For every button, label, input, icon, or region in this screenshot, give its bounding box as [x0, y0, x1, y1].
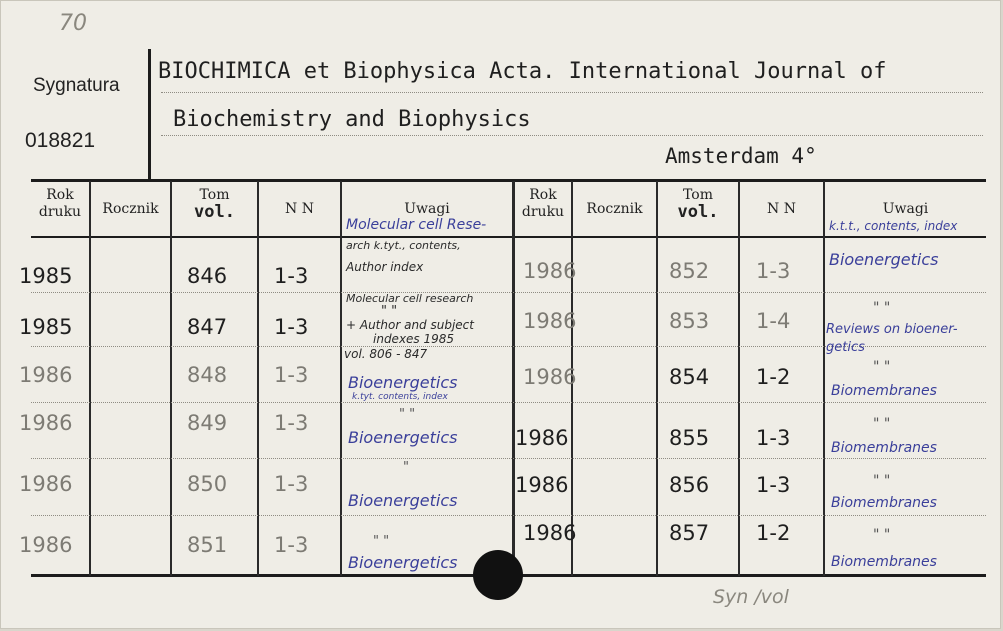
col-divider: [89, 181, 91, 576]
note-left: ": [403, 460, 409, 475]
rok-cell: 1985: [19, 315, 73, 339]
nn-cell: 1-4: [756, 309, 791, 333]
note-left: " ": [373, 534, 390, 549]
header-tom-label: Tom: [683, 187, 713, 203]
note-right: " ": [873, 527, 891, 543]
place-of-publication: Amsterdam 4°: [665, 144, 817, 168]
note-left: indexes 1985: [373, 332, 455, 346]
title-dotline-2: [161, 135, 983, 136]
note-left: Molecular cell research: [346, 292, 474, 305]
row-dotline: [31, 458, 986, 459]
header-rok: Rok druku: [38, 187, 82, 220]
note-right: " ": [873, 416, 891, 432]
col-divider: [170, 181, 172, 576]
row-dotline: [31, 292, 986, 293]
tom-cell: 850: [187, 472, 228, 496]
note-left: Bioenergetics: [348, 428, 458, 447]
note-left: k.tyt. contents, index: [352, 392, 448, 402]
nn-cell: 1-2: [756, 521, 791, 545]
nn-cell: 1-3: [756, 259, 791, 283]
nn-cell: 1-3: [274, 411, 309, 435]
note-right: Biomembranes: [831, 495, 937, 511]
note-right: Biomembranes: [831, 383, 937, 399]
tom-cell: 852: [669, 259, 710, 283]
col-divider: [738, 181, 740, 576]
nn-cell: 1-3: [274, 264, 309, 288]
header-rocznik-right: Rocznik: [586, 201, 643, 217]
note-right: " ": [873, 300, 891, 316]
header-vol-stamp: vol.: [677, 202, 719, 222]
note-right: " ": [873, 473, 891, 489]
tom-cell: 853: [669, 309, 710, 333]
note-left: Bioenergetics: [348, 553, 458, 572]
tom-cell: 847: [187, 315, 228, 339]
header-divider: [148, 49, 151, 181]
table-top-rule: [31, 179, 986, 182]
tom-cell: 851: [187, 533, 228, 557]
rok-cell: 1986: [19, 533, 73, 557]
tom-cell: 846: [187, 264, 228, 288]
note-left: + Author and subject: [346, 318, 474, 332]
row-dotline: [31, 515, 986, 516]
note-right: " ": [873, 359, 891, 375]
title-line-1: BIOCHIMICA et Biophysica Acta. International Journal of: [158, 59, 887, 84]
rok-cell: 1986: [523, 365, 577, 389]
title-dotline-1: [161, 92, 983, 93]
title-line-2: Biochemistry and Biophysics: [173, 107, 531, 132]
tom-cell: 849: [187, 411, 228, 435]
nn-cell: 1-3: [274, 315, 309, 339]
note-left: Bioenergetics: [348, 491, 458, 510]
tom-cell: 857: [669, 521, 710, 545]
header-rocznik: Rocznik: [102, 201, 159, 217]
tom-cell: 855: [669, 426, 710, 450]
header-vol-stamp: vol.: [194, 202, 235, 222]
col-divider: [257, 181, 259, 576]
note-right: getics: [826, 340, 865, 355]
nn-cell: 1-2: [756, 365, 791, 389]
rok-cell: 1986: [515, 473, 569, 497]
note-right: Biomembranes: [831, 440, 937, 456]
nn-cell: 1-3: [274, 472, 309, 496]
header-tom-label: Tom: [199, 187, 230, 203]
header-tom: [172, 187, 257, 221]
note-header-right: k.t.t., contents, index: [829, 219, 958, 233]
nn-cell: 1-3: [756, 473, 791, 497]
note-left: " ": [381, 304, 398, 319]
nn-cell: 1-3: [274, 533, 309, 557]
table-header-rule: [31, 236, 986, 238]
note-left: Author index: [346, 260, 424, 274]
note-left: vol. 806 - 847: [344, 347, 428, 361]
header-nn-right: N N: [767, 201, 796, 217]
nn-cell: 1-3: [756, 426, 791, 450]
rok-cell: 1986: [19, 363, 73, 387]
header-uwagi-right: Uwagi: [882, 201, 929, 217]
col-divider: [823, 181, 825, 576]
header-nn: N N: [285, 201, 314, 217]
rok-cell: 1986: [523, 309, 577, 333]
nn-cell: 1-3: [274, 363, 309, 387]
tom-cell: 856: [669, 473, 710, 497]
rok-cell: 1986: [515, 426, 569, 450]
col-divider-center: [512, 181, 515, 576]
note-header-left: Molecular cell Rese-: [346, 217, 487, 233]
header-rok-right: Rok druku: [521, 187, 565, 220]
signature-label: Sygnatura: [33, 75, 120, 96]
signature-value: 018821: [25, 129, 96, 152]
rok-cell: 1986: [523, 521, 577, 545]
header-tom-right: [658, 187, 738, 221]
row-dotline: [31, 402, 986, 403]
col-divider: [656, 181, 658, 576]
note-left: " ": [399, 407, 416, 422]
footer-pencil-note: Syn /vol: [713, 586, 789, 608]
rok-cell: 1985: [19, 264, 73, 288]
punch-hole: [473, 550, 523, 600]
note-right: Biomembranes: [831, 554, 937, 570]
tom-cell: 848: [187, 363, 228, 387]
rok-cell: 1986: [19, 472, 73, 496]
rok-cell: 1986: [523, 259, 577, 283]
corner-number: 70: [59, 11, 87, 36]
header-uwagi: Uwagi: [404, 201, 450, 217]
note-left: arch k.tyt., contents,: [346, 239, 461, 252]
rok-cell: 1986: [19, 411, 73, 435]
note-left: Bioenergetics: [348, 373, 458, 392]
tom-cell: 854: [669, 365, 710, 389]
note-right: Reviews on bioener-: [826, 322, 958, 337]
note-right: Bioenergetics: [829, 250, 939, 269]
col-divider: [340, 181, 342, 576]
